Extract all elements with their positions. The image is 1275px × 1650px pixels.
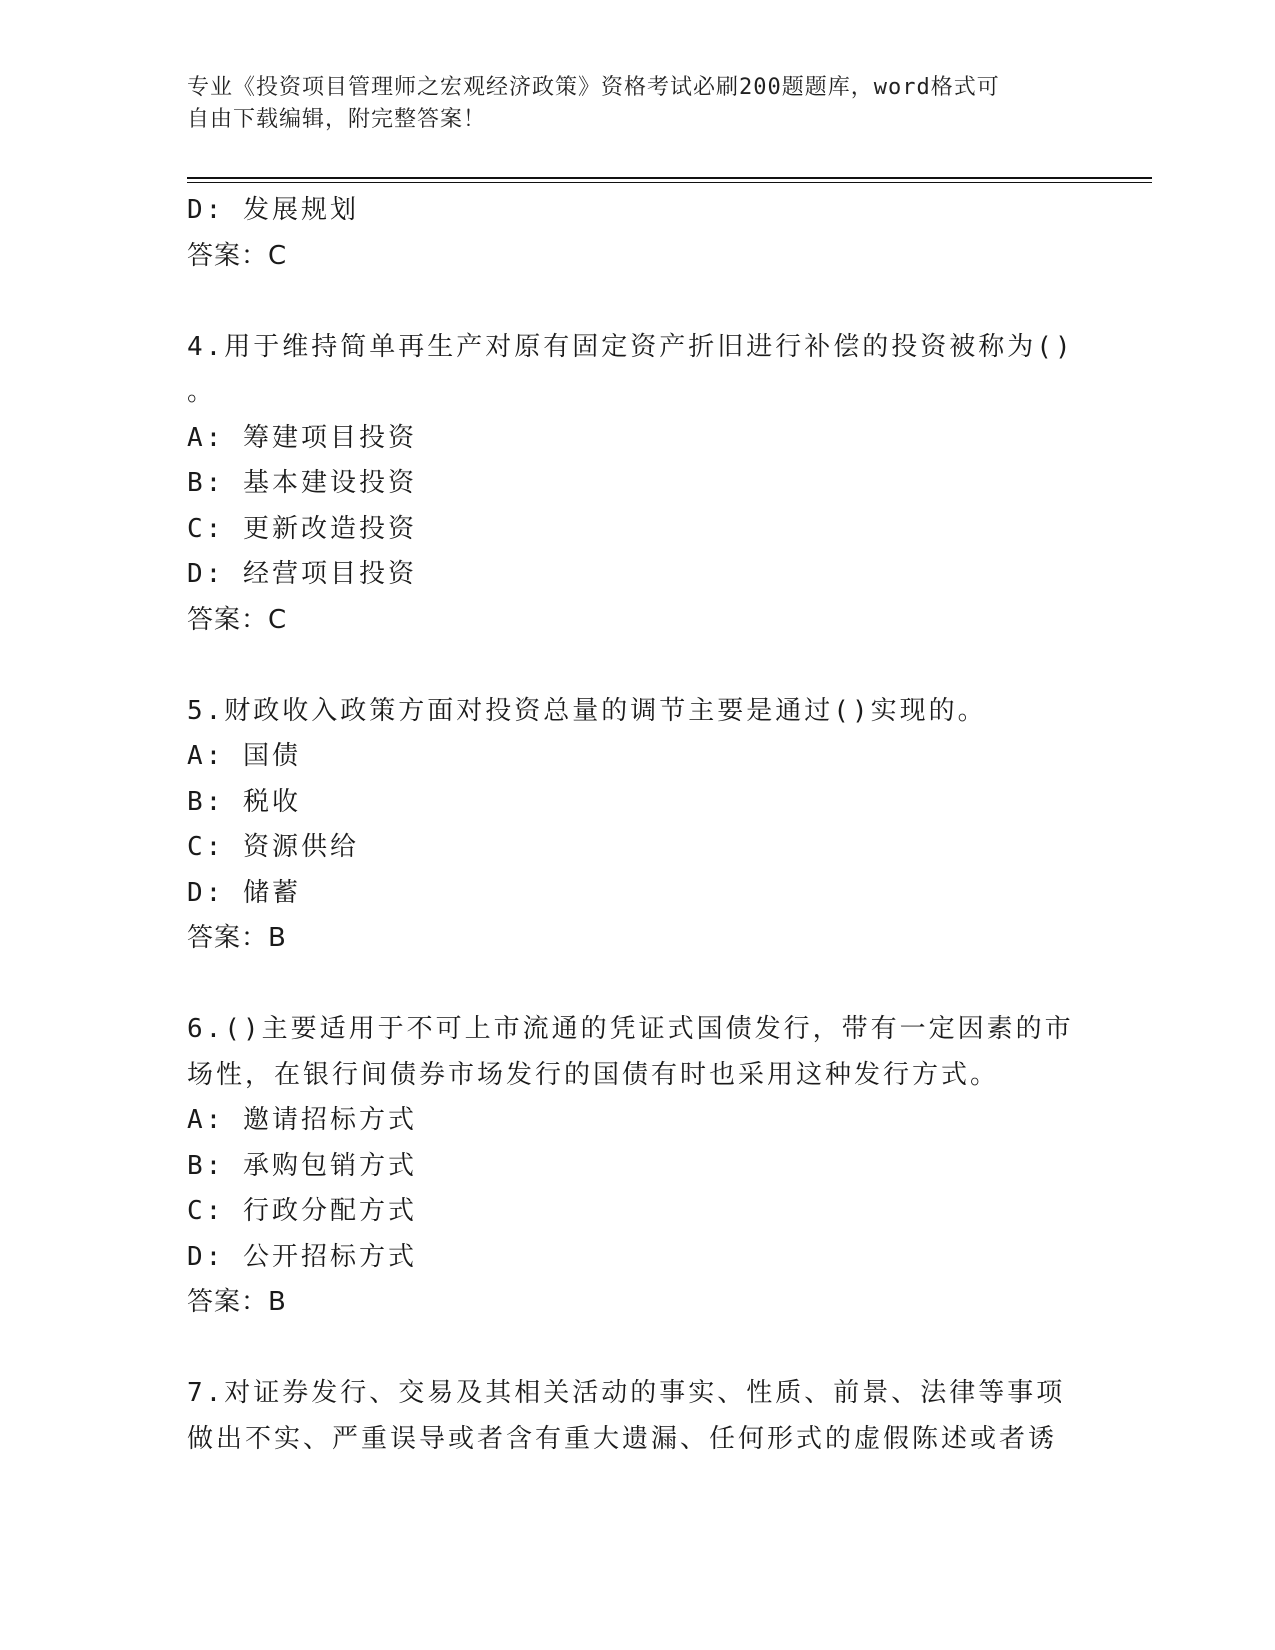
option-c: C: 更新改造投资: [187, 513, 417, 544]
answer-line: 答案：C: [187, 240, 288, 271]
question-text-line-1: 6.()主要适用于不可上市流通的凭证式国债发行，带有一定因素的市: [187, 1014, 1074, 1044]
answer-line: 答案：C: [187, 604, 288, 635]
option-a: A: 邀请招标方式: [187, 1105, 417, 1135]
question-7: [187, 1371, 1067, 1462]
spacer: [187, 962, 1067, 1008]
option-d: D: 公开招标方式: [187, 1241, 417, 1272]
spacer: [187, 643, 1067, 689]
question-text-line-2: 做出不实、严重误导或者含有重大遗漏、任何形式的虚假陈述或者诱: [187, 1423, 1058, 1454]
option-b: B: 基本建设投资: [187, 468, 417, 498]
header-line-1: 专业《投资项目管理师之宏观经济政策》资格考试必刷200题题库，word格式可: [187, 75, 1000, 100]
option-d: D: 经营项目投资: [187, 559, 417, 589]
question-3: [187, 188, 1067, 279]
question-text-line-1: 7.对证券发行、交易及其相关活动的事实、性质、前景、法律等事项: [187, 1378, 1066, 1408]
option-b: B: 税收: [187, 786, 301, 817]
spacer: [187, 1326, 1067, 1372]
header-divider: [187, 177, 1152, 183]
question-5: [187, 689, 1067, 962]
answer-line: 答案：B: [187, 923, 287, 953]
question-list: [187, 188, 1074, 1462]
question-6: [187, 1007, 1074, 1326]
option-a: A: 国债: [187, 741, 301, 771]
question-text-line-2: 。: [187, 377, 217, 407]
document-header: [187, 72, 1067, 136]
option-a: A: 筹建项目投资: [187, 422, 417, 453]
question-4: [187, 325, 1074, 644]
option-d: D: 发展规划: [187, 195, 359, 225]
answer-line: 答案：B: [187, 1287, 287, 1317]
header-line-2: 自由下载编辑，附完整答案！: [187, 107, 487, 132]
spacer: [187, 279, 1067, 325]
option-c: C: 行政分配方式: [187, 1196, 417, 1226]
option-c: C: 资源供给: [187, 832, 359, 862]
question-text-line-2: 场性，在银行间债券市场发行的国债有时也采用这种发行方式。: [187, 1059, 1000, 1090]
question-text-line-1: 5.财政收入政策方面对投资总量的调节主要是通过()实现的。: [187, 695, 987, 726]
option-b: B: 承购包销方式: [187, 1150, 417, 1181]
question-text-line-1: 4.用于维持简单再生产对原有固定资产折旧进行补偿的投资被称为(): [187, 331, 1074, 362]
option-d: D: 储蓄: [187, 877, 301, 908]
